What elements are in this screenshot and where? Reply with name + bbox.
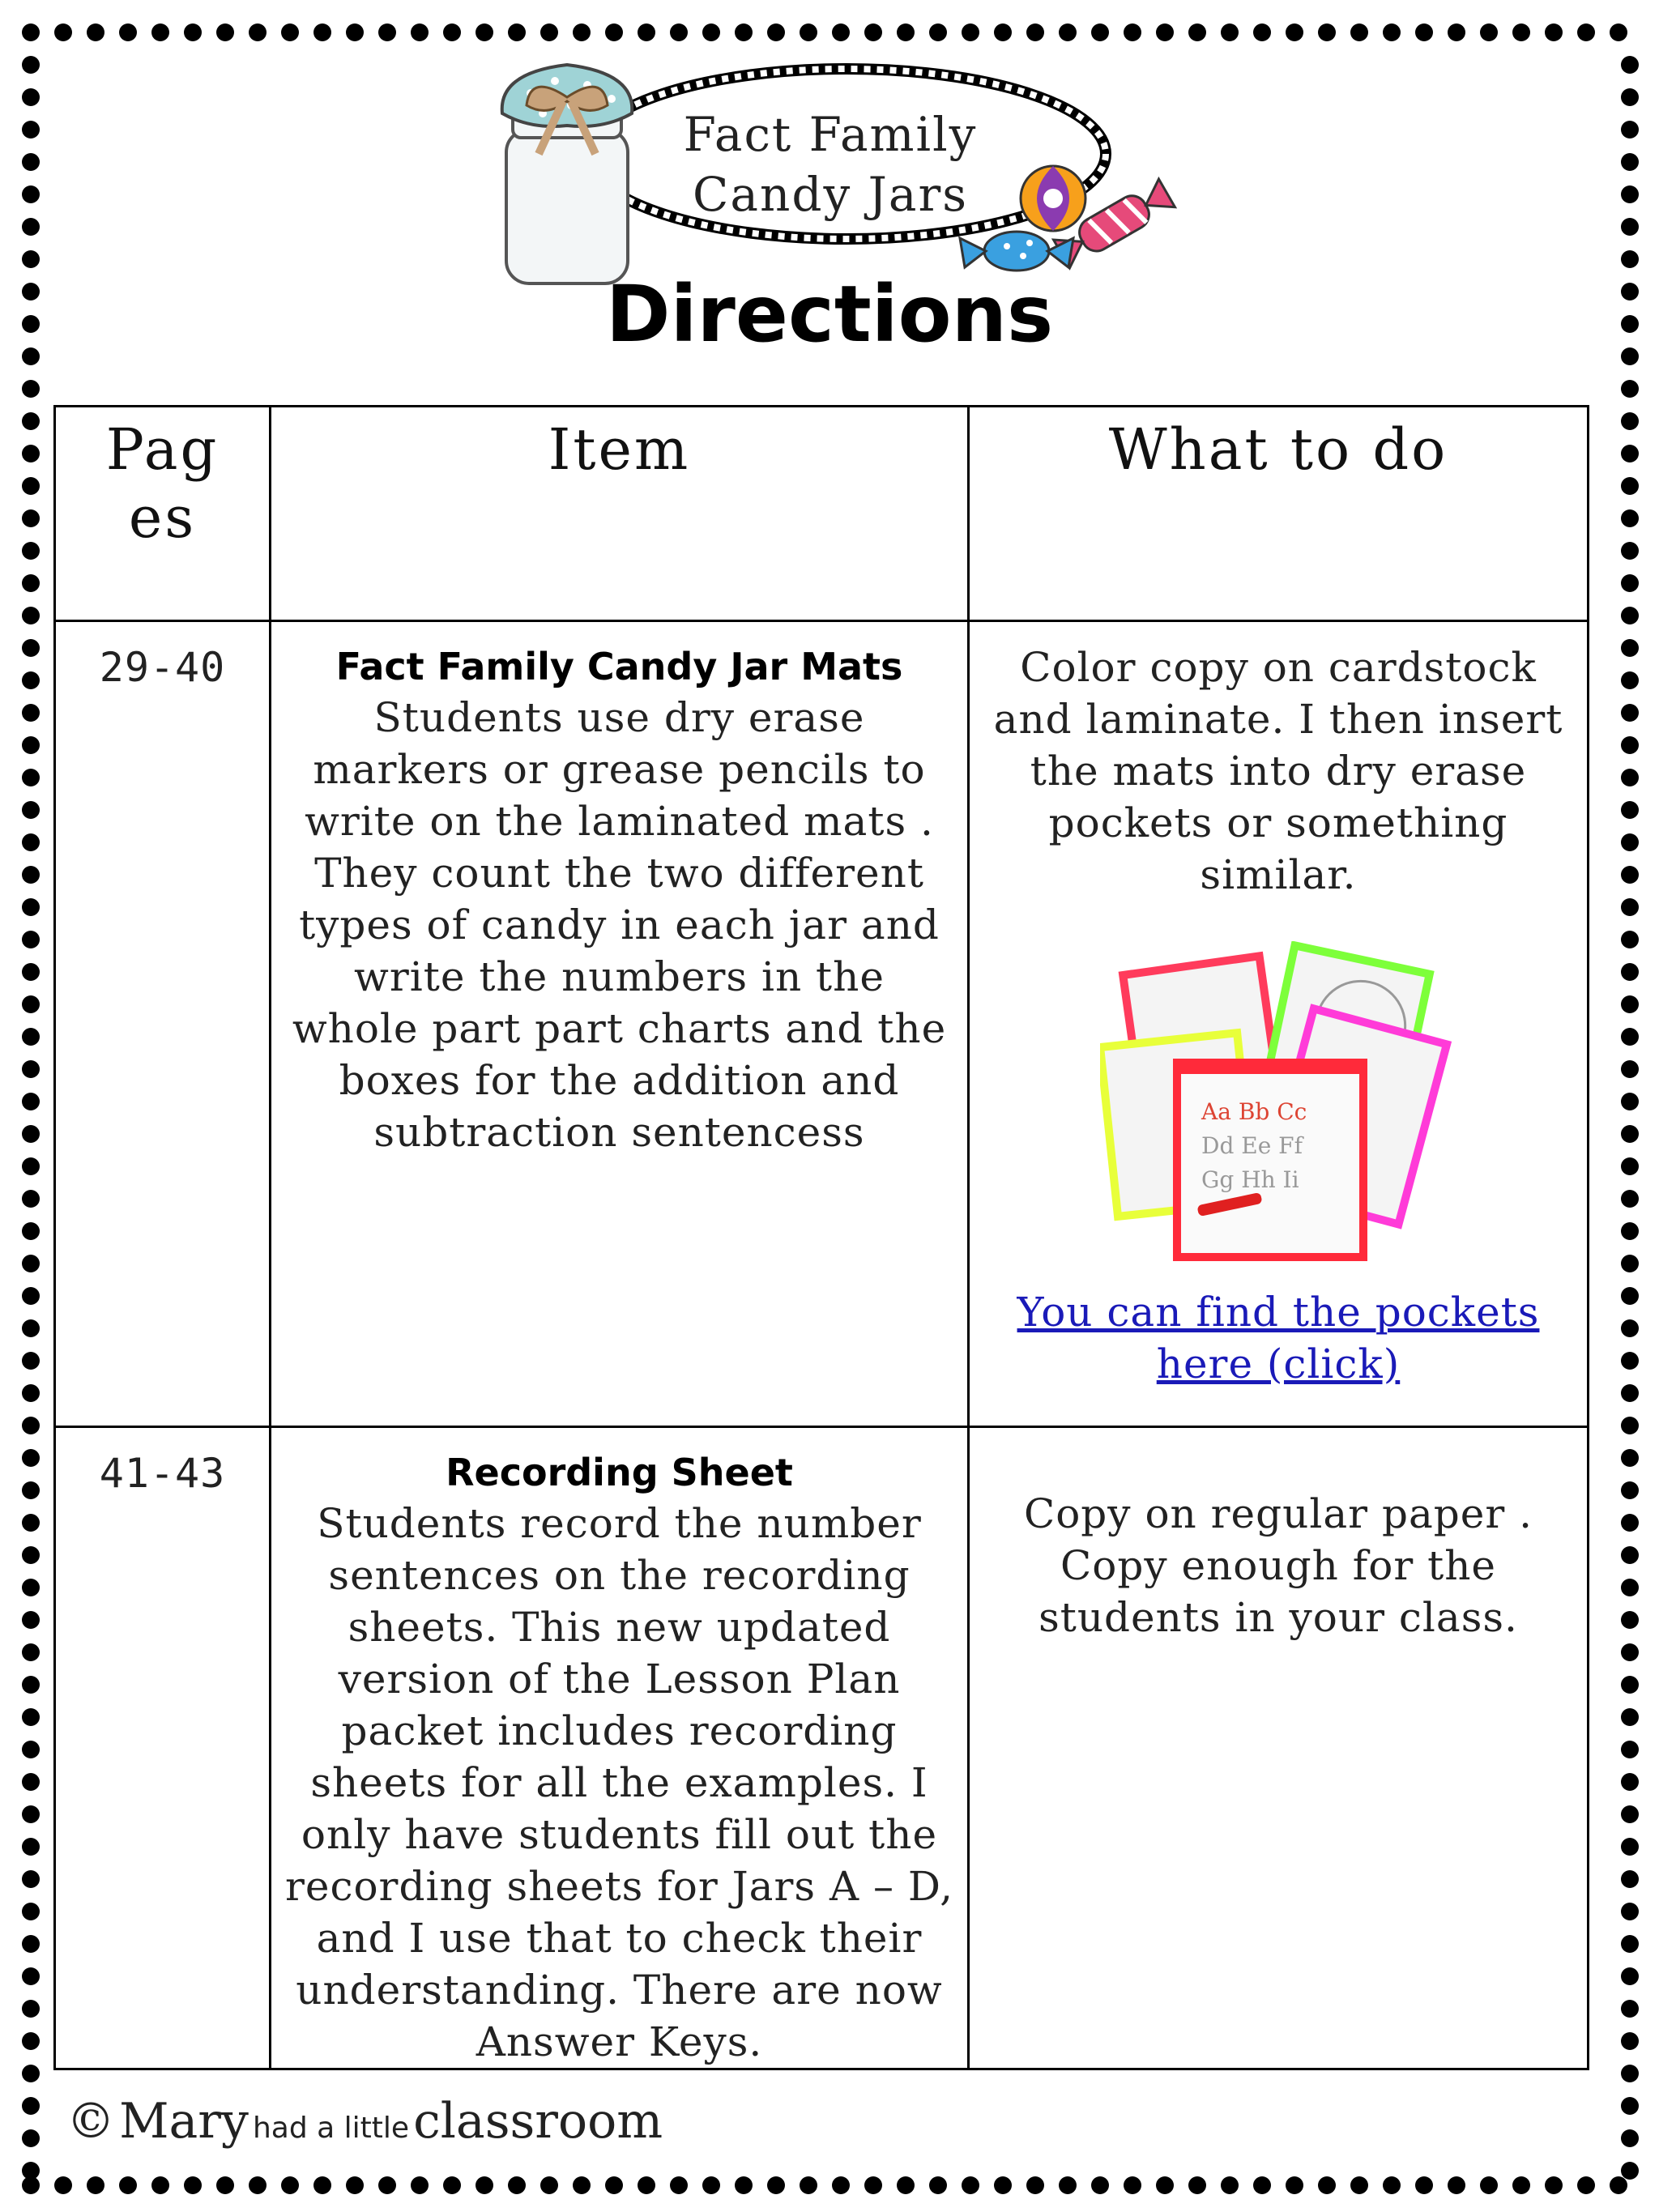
border-dot <box>1621 769 1639 786</box>
border-dot <box>1621 2032 1639 2050</box>
border-dot <box>281 23 299 41</box>
border-dot <box>1621 736 1639 754</box>
border-dot <box>378 23 396 41</box>
border-dot <box>702 23 720 41</box>
border-dot <box>1621 509 1639 527</box>
border-dot <box>22 1481 40 1499</box>
border-dot <box>1415 23 1433 41</box>
border-dot <box>540 2176 558 2194</box>
border-dot <box>1621 2097 1639 2115</box>
border-dot <box>1621 1805 1639 1823</box>
border-dot <box>1621 671 1639 689</box>
border-dot <box>1480 23 1498 41</box>
item-title: Recording Sheet <box>446 1451 793 1494</box>
border-dot <box>1621 542 1639 560</box>
border-dot <box>1026 23 1044 41</box>
border-dot <box>22 1708 40 1726</box>
border-dot <box>767 2176 785 2194</box>
border-dot <box>638 23 655 41</box>
border-dot <box>1621 963 1639 981</box>
border-dot <box>22 153 40 171</box>
pages-cell <box>55 1427 271 2069</box>
border-dot <box>1124 23 1141 41</box>
border-dot <box>313 2176 331 2194</box>
border-dot <box>1480 2176 1498 2194</box>
border-dot <box>443 23 461 41</box>
border-dot <box>1621 2162 1639 2180</box>
border-dot <box>1156 23 1174 41</box>
border-dot <box>1621 1514 1639 1532</box>
border-dot <box>573 2176 591 2194</box>
border-dot <box>87 2176 104 2194</box>
border-dot <box>1621 1384 1639 1402</box>
footer-name-part-2: had a little <box>252 2112 410 2145</box>
border-dot <box>1577 2176 1595 2194</box>
border-dot <box>119 23 137 41</box>
border-dot <box>22 607 40 624</box>
border-dot <box>22 1579 40 1596</box>
border-dot <box>22 1190 40 1208</box>
border-dot <box>994 2176 1012 2194</box>
border-dot <box>1286 23 1303 41</box>
border-dot <box>1621 2129 1639 2147</box>
border-dot <box>1621 898 1639 916</box>
border-dot <box>1621 574 1639 592</box>
border-dot <box>22 1676 40 1694</box>
border-dot <box>1350 23 1368 41</box>
border-dot <box>378 2176 396 2194</box>
border-dot <box>832 2176 850 2194</box>
border-dot <box>1545 23 1563 41</box>
border-dot <box>1448 23 1465 41</box>
border-dot <box>119 2176 137 2194</box>
border-dot <box>1621 1741 1639 1758</box>
border-dot <box>670 23 688 41</box>
border-dot <box>476 23 493 41</box>
border-dot <box>22 88 40 106</box>
border-dot <box>22 412 40 430</box>
border-dot <box>22 2129 40 2147</box>
svg-text:Dd Ee Ff: Dd Ee Ff <box>1201 1132 1303 1159</box>
item-title: Fact Family Candy Jar Mats <box>335 645 903 688</box>
header-pages <box>55 407 271 621</box>
border-dot <box>1621 153 1639 171</box>
border-dot <box>1621 2065 1639 2082</box>
border-dot <box>22 671 40 689</box>
border-dot <box>22 1352 40 1370</box>
border-dot <box>540 23 558 41</box>
border-dot <box>22 2000 40 2018</box>
page-range: 29-40 <box>99 644 226 691</box>
border-dot <box>1091 2176 1109 2194</box>
border-dot <box>735 2176 753 2194</box>
logo-title-line-1: Fact Family <box>683 107 978 162</box>
border-dot <box>1621 1125 1639 1143</box>
border-dot <box>897 23 915 41</box>
border-dot <box>1621 56 1639 74</box>
border-dot <box>1221 2176 1239 2194</box>
border-dot <box>22 218 40 236</box>
border-dot <box>1621 1676 1639 1694</box>
border-dot <box>1610 23 1627 41</box>
border-dot <box>702 2176 720 2194</box>
border-dot <box>1253 2176 1271 2194</box>
border-dot <box>22 995 40 1013</box>
border-dot <box>443 2176 461 2194</box>
border-dot <box>1621 445 1639 462</box>
blue-candy-icon <box>960 232 1073 271</box>
border-dot <box>1621 412 1639 430</box>
border-dot <box>22 1319 40 1337</box>
border-dot <box>22 769 40 786</box>
border-dot <box>1621 185 1639 203</box>
border-dot <box>22 1060 40 1078</box>
border-dot <box>1286 2176 1303 2194</box>
border-dot <box>1621 1449 1639 1467</box>
border-dot <box>346 2176 364 2194</box>
border-dot <box>22 2097 40 2115</box>
border-dot <box>22 866 40 884</box>
border-dot <box>1621 1481 1639 1499</box>
border-dot <box>994 23 1012 41</box>
border-dot <box>249 23 267 41</box>
table-header-row <box>55 407 1589 621</box>
border-dot <box>22 639 40 657</box>
border-dot <box>1621 1255 1639 1272</box>
border-dot <box>1124 2176 1141 2194</box>
border-dot <box>411 23 429 41</box>
border-dot <box>508 23 526 41</box>
border-dot <box>1621 1060 1639 1078</box>
border-dot <box>1318 23 1336 41</box>
border-dot <box>22 250 40 268</box>
border-dot <box>22 898 40 916</box>
border-dot <box>573 23 591 41</box>
border-dot <box>22 1255 40 1272</box>
border-dot <box>1621 121 1639 139</box>
item-cell <box>271 621 969 1427</box>
border-dot <box>22 963 40 981</box>
border-dot <box>1621 477 1639 495</box>
border-dot <box>22 801 40 819</box>
item-cell <box>271 1427 969 2069</box>
border-dot <box>476 2176 493 2194</box>
border-dot <box>1621 1579 1639 1596</box>
border-dot <box>1512 23 1530 41</box>
border-dot <box>1383 23 1401 41</box>
header-what-to-do: What to do <box>969 407 1589 621</box>
border-dot <box>22 2065 40 2082</box>
border-dot <box>1383 2176 1401 2194</box>
border-dot <box>22 542 40 560</box>
jar-icon <box>502 65 633 283</box>
border-dot <box>22 1741 40 1758</box>
border-dot <box>1621 1546 1639 1564</box>
border-dot <box>1621 250 1639 268</box>
border-dot <box>22 704 40 722</box>
page-range: 41-43 <box>99 1450 226 1497</box>
border-dot <box>1621 1708 1639 1726</box>
border-dot <box>1610 2176 1627 2194</box>
border-dot <box>22 931 40 948</box>
border-dot <box>22 1935 40 1953</box>
border-dot <box>22 121 40 139</box>
border-dot <box>313 23 331 41</box>
header-item: Item <box>271 407 969 621</box>
pockets-link[interactable]: You can find the pockets here (click) <box>1017 1289 1540 1387</box>
border-dot <box>22 2032 40 2050</box>
border-dot <box>22 477 40 495</box>
border-dot <box>1621 1222 1639 1240</box>
item-description: Students use dry erase markers or grease pencils to write on the laminated mats . They count the two different types of candy in each jar and write the numbers in the whole part part charts and the boxes for the addition and subtraction sentencess <box>292 694 947 1156</box>
border-dot <box>1188 2176 1206 2194</box>
border-dot <box>22 833 40 851</box>
border-dot <box>735 23 753 41</box>
border-dot <box>346 23 364 41</box>
border-dot <box>1621 866 1639 884</box>
border-dot <box>1026 2176 1044 2194</box>
border-dot <box>962 2176 979 2194</box>
border-dot <box>1621 1319 1639 1337</box>
border-dot <box>1621 2000 1639 2018</box>
border-dot <box>962 23 979 41</box>
border-dot <box>1621 218 1639 236</box>
border-dot <box>1448 2176 1465 2194</box>
border-dot <box>1221 23 1239 41</box>
border-dot <box>1621 1417 1639 1434</box>
border-dot <box>22 2162 40 2180</box>
dry-erase-pockets-photo <box>1100 941 1456 1265</box>
what-to-do-text: Color copy on cardstock and laminate. I then insert the mats into dry erase pockets or something similar. <box>993 644 1563 898</box>
footer-name-part-1: Mary <box>119 2093 249 2150</box>
footer-name-part-3: classroom <box>413 2093 663 2150</box>
border-dot <box>22 380 40 398</box>
footer-credit <box>66 2093 663 2150</box>
border-dot <box>22 1967 40 1985</box>
logo-title-line-2: Candy Jars <box>693 167 968 222</box>
lollipop-icon <box>1021 166 1085 231</box>
border-dot <box>1091 23 1109 41</box>
border-dot <box>1059 2176 1077 2194</box>
page-heading: Directions <box>605 269 1054 360</box>
border-dot <box>22 1643 40 1661</box>
border-dot <box>638 2176 655 2194</box>
what-to-do-text: Copy on regular paper . Copy enough for the students in your class. <box>1023 1490 1533 1641</box>
border-dot <box>54 23 72 41</box>
border-dot <box>767 23 785 41</box>
border-dot <box>1621 380 1639 398</box>
border-dot <box>800 23 817 41</box>
border-dot <box>1621 1028 1639 1046</box>
border-dot <box>1621 1967 1639 1985</box>
border-dot <box>1621 1870 1639 1888</box>
header-pages-label: Pages <box>105 416 220 551</box>
border-dot <box>22 1514 40 1532</box>
border-dot <box>22 1125 40 1143</box>
table-row <box>55 621 1589 1427</box>
border-dot <box>87 23 104 41</box>
border-dot <box>22 1028 40 1046</box>
border-dot <box>1621 1287 1639 1305</box>
border-dot <box>1621 1352 1639 1370</box>
border-dot <box>22 1157 40 1175</box>
border-dot <box>22 445 40 462</box>
border-dot <box>1621 88 1639 106</box>
border-dot <box>22 736 40 754</box>
border-dot <box>281 2176 299 2194</box>
border-dot <box>1621 1903 1639 1920</box>
border-dot <box>54 2176 72 2194</box>
border-dot <box>1188 23 1206 41</box>
border-dot <box>1577 23 1595 41</box>
border-dot <box>22 509 40 527</box>
border-dot <box>1621 1838 1639 1856</box>
border-dot <box>1318 2176 1336 2194</box>
border-dot <box>1621 704 1639 722</box>
border-dot <box>1621 931 1639 948</box>
border-dot <box>1621 1190 1639 1208</box>
border-dot <box>1621 1935 1639 1953</box>
border-dot <box>1059 23 1077 41</box>
border-dot <box>864 2176 882 2194</box>
directions-table <box>53 405 1589 2070</box>
border-dot <box>929 2176 947 2194</box>
svg-text:Aa Bb Cc: Aa Bb Cc <box>1201 1098 1307 1125</box>
border-dot <box>22 1611 40 1629</box>
border-dot <box>151 2176 169 2194</box>
what-to-do-cell <box>969 621 1589 1427</box>
border-dot <box>22 1903 40 1920</box>
item-description: Students record the number sentences on the recording sheets. This new updated version of the Lesson Plan packet includes recording sheets for all the examples. I only have students fill out the recording sheets for Jars A – D, and I use that to check their understanding. There are now Answer Keys. <box>284 1500 954 2065</box>
border-dot <box>800 2176 817 2194</box>
border-dot <box>22 574 40 592</box>
border-dot <box>22 1838 40 1856</box>
pages-cell <box>55 621 271 1427</box>
border-dot <box>22 1287 40 1305</box>
border-dot <box>22 23 40 41</box>
copyright-symbol: © <box>66 2093 115 2150</box>
border-dot <box>832 23 850 41</box>
border-dot <box>1621 833 1639 851</box>
border-dot <box>22 1546 40 1564</box>
border-dot <box>864 23 882 41</box>
border-dot <box>1621 1157 1639 1175</box>
border-dot <box>897 2176 915 2194</box>
border-dot <box>1415 2176 1433 2194</box>
border-dot <box>22 1093 40 1110</box>
border-dot <box>1621 1643 1639 1661</box>
border-dot <box>1512 2176 1530 2194</box>
border-dot <box>22 1870 40 1888</box>
border-dot <box>1621 639 1639 657</box>
border-dot <box>508 2176 526 2194</box>
border-dot <box>22 56 40 74</box>
border-dot <box>1621 1611 1639 1629</box>
table-row <box>55 1427 1589 2069</box>
border-dot <box>22 185 40 203</box>
border-dot <box>411 2176 429 2194</box>
border-dot <box>1621 1773 1639 1791</box>
border-dot <box>1350 2176 1368 2194</box>
border-dot <box>22 1449 40 1467</box>
border-dot <box>151 23 169 41</box>
border-dot <box>605 23 623 41</box>
border-dot <box>216 23 234 41</box>
border-dot <box>1621 801 1639 819</box>
border-dot <box>22 1805 40 1823</box>
border-dot <box>1253 23 1271 41</box>
border-dot <box>1621 995 1639 1013</box>
border-dot <box>1156 2176 1174 2194</box>
border-dot <box>605 2176 623 2194</box>
border-dot <box>22 1417 40 1434</box>
border-dot <box>22 1222 40 1240</box>
what-to-do-cell <box>969 1427 1589 2069</box>
border-dot <box>1621 607 1639 624</box>
svg-text:Gg Hh Ii: Gg Hh Ii <box>1201 1166 1299 1193</box>
border-dot <box>1545 2176 1563 2194</box>
border-dot <box>670 2176 688 2194</box>
border-dot <box>249 2176 267 2194</box>
border-dot <box>184 2176 202 2194</box>
border-dot <box>929 23 947 41</box>
border-dot <box>184 23 202 41</box>
border-dot <box>216 2176 234 2194</box>
border-dot <box>22 1773 40 1791</box>
border-dot <box>1621 1093 1639 1110</box>
border-dot <box>22 1384 40 1402</box>
